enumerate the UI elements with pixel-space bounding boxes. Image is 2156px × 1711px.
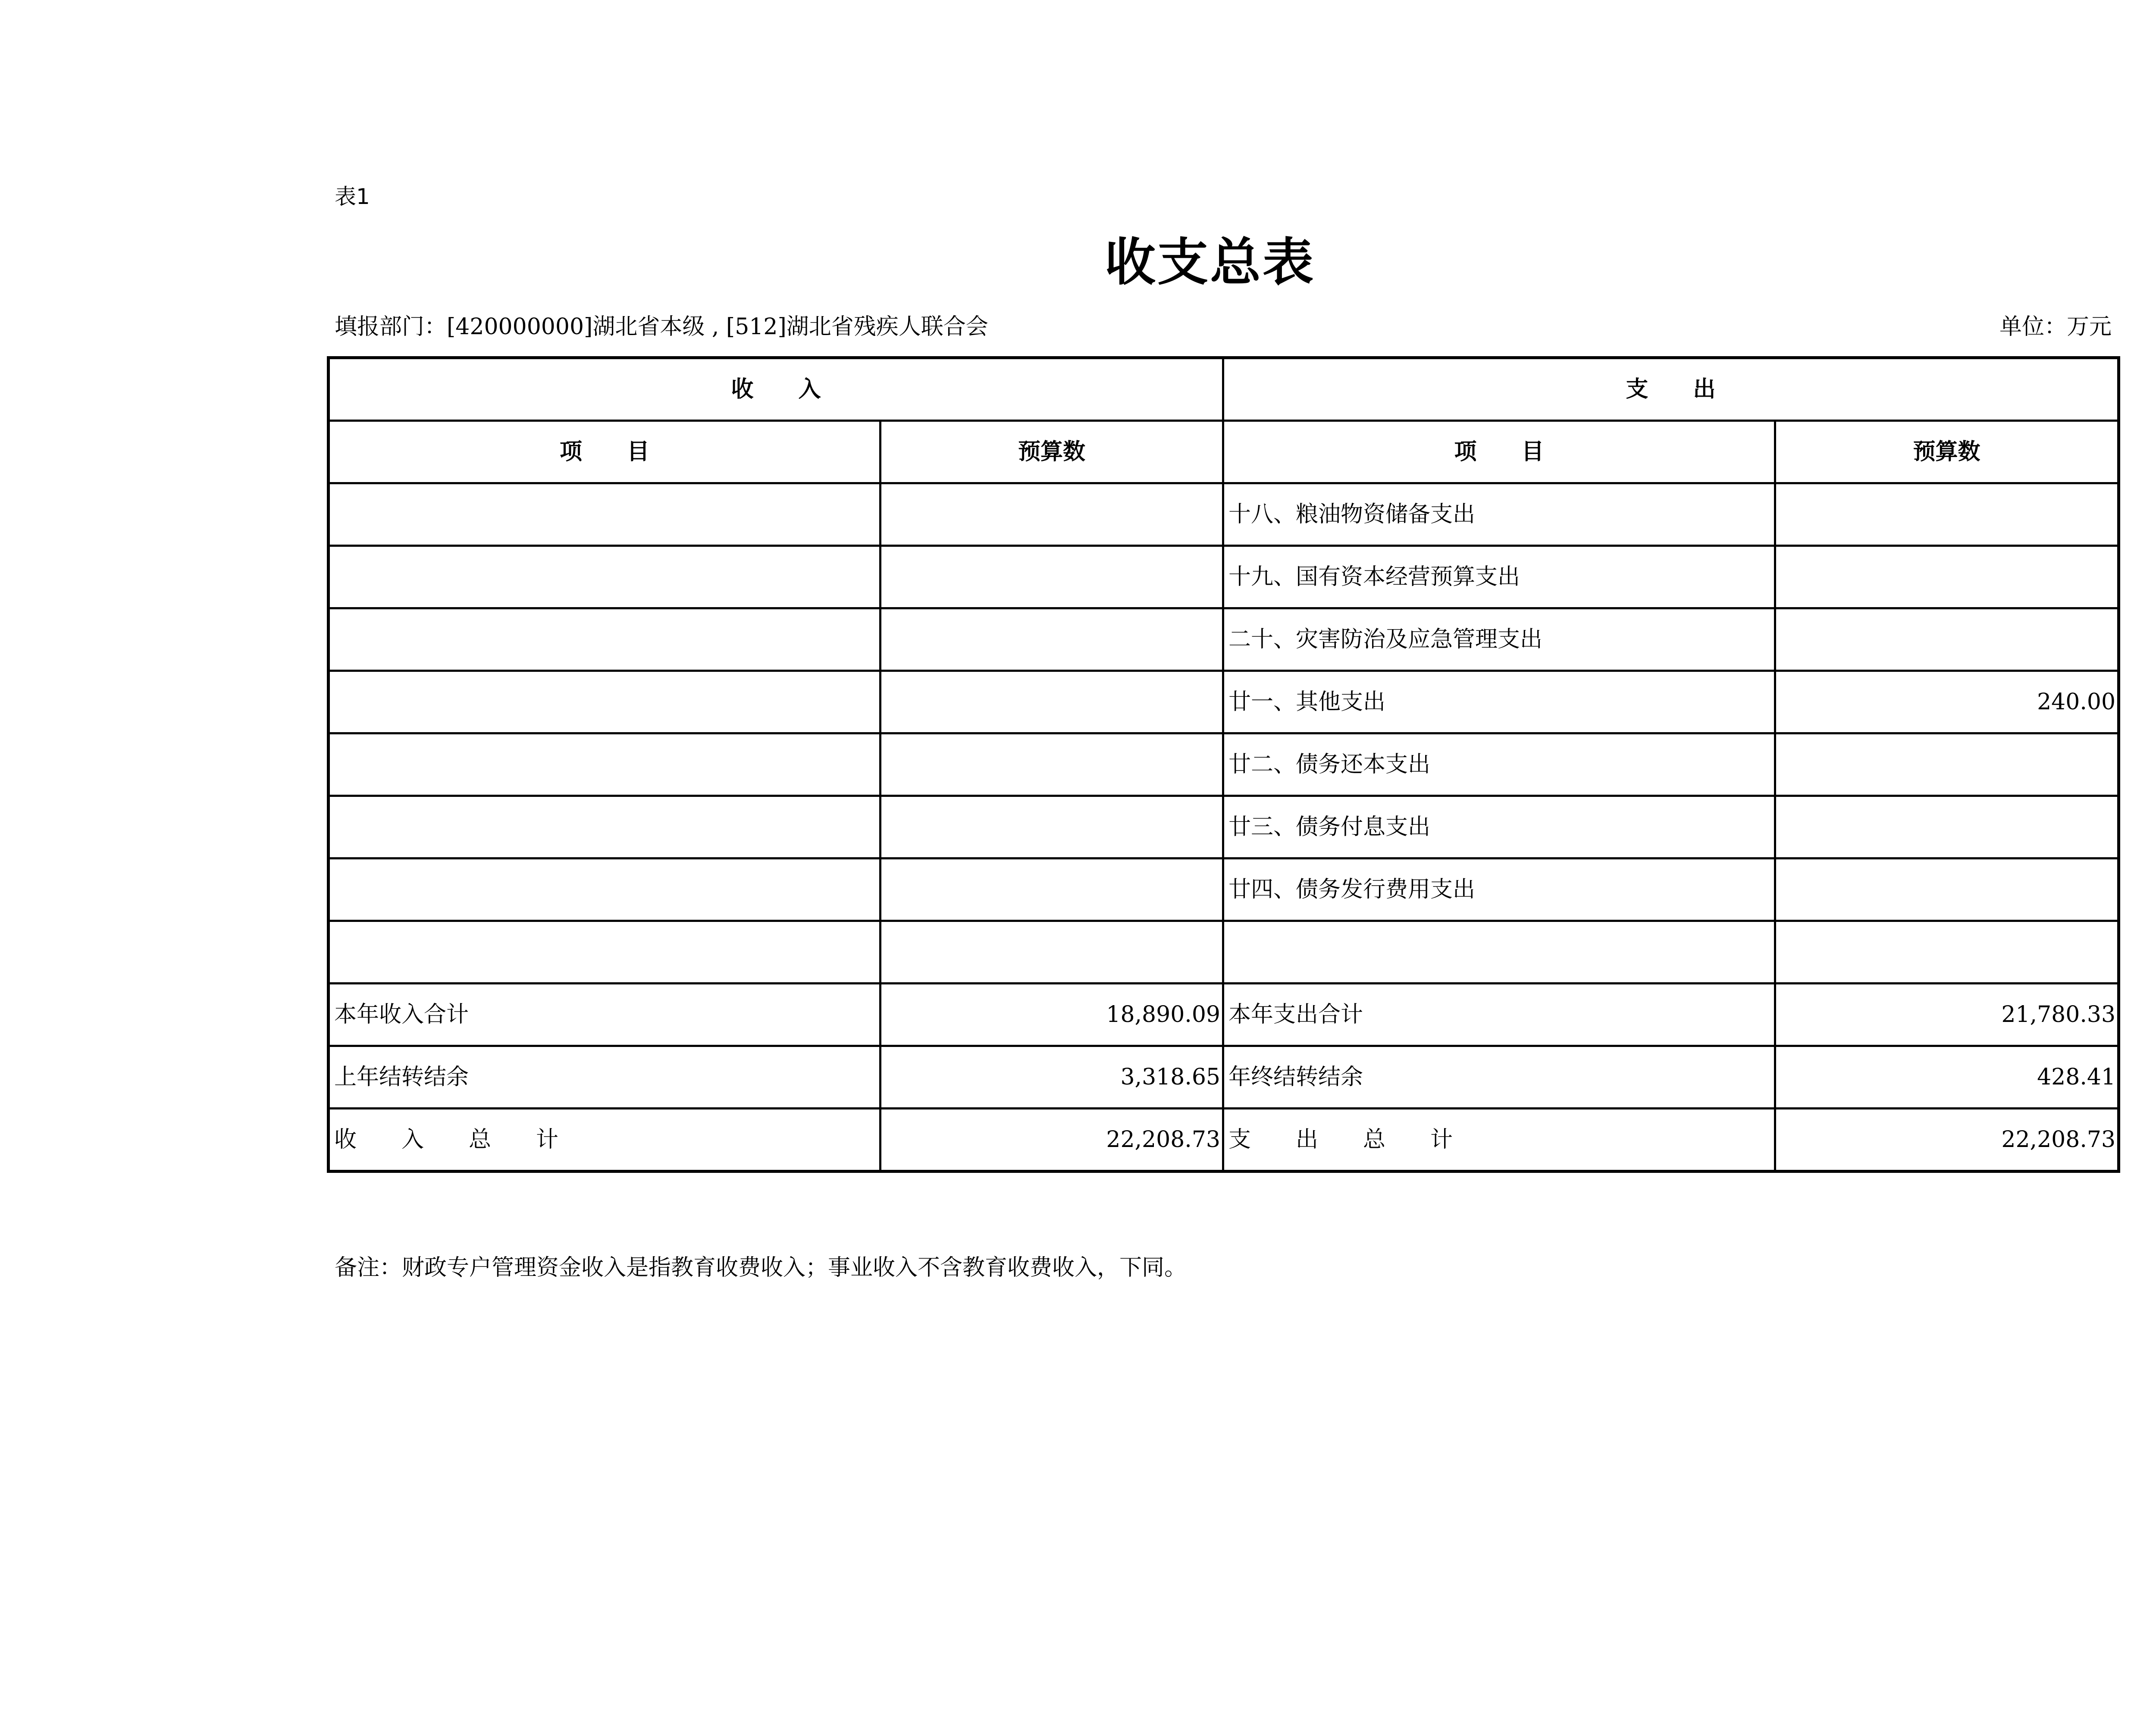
income-value-cell — [881, 608, 1223, 671]
expense-item-header: 项 目 — [1223, 421, 1775, 483]
expense-value-cell: 240.00 — [1775, 671, 2119, 733]
expense-item-cell: 十八、粮油物资储备支出 — [1223, 483, 1775, 546]
expense-value-cell — [1775, 733, 2119, 796]
income-item-cell — [329, 671, 881, 733]
table-label: 表1 — [335, 184, 370, 209]
table-row — [329, 733, 2119, 796]
expense-item-cell: 廿二、债务还本支出 — [1223, 733, 1775, 796]
expense-item-cell: 年终结转结余 — [1223, 1046, 1775, 1109]
income-value-cell — [881, 546, 1223, 608]
expense-value-cell — [1775, 921, 2119, 984]
table-row — [329, 546, 2119, 608]
income-value-cell: 18,890.09 — [881, 984, 1223, 1046]
section-header-row — [329, 358, 2119, 421]
table-row — [329, 608, 2119, 671]
expense-value-cell — [1775, 483, 2119, 546]
expense-value-cell — [1775, 608, 2119, 671]
income-value-cell: 3,318.65 — [881, 1046, 1223, 1109]
table-row — [329, 796, 2119, 859]
footnote: 备注：财政专户管理资金收入是指教育收费收入；事业收入不含教育收费收入，下同。 — [335, 1255, 1187, 1281]
table-row — [329, 859, 2119, 921]
income-item-header: 项 目 — [329, 421, 881, 483]
budget-summary-table — [327, 356, 2120, 1173]
income-item-cell — [329, 859, 881, 921]
expense-item-cell: 十九、国有资本经营预算支出 — [1223, 546, 1775, 608]
income-item-cell — [329, 483, 881, 546]
expense-value-cell — [1775, 546, 2119, 608]
expense-item-cell — [1223, 921, 1775, 984]
income-value-cell: 22,208.73 — [881, 1109, 1223, 1172]
carryover-row — [329, 1046, 2119, 1109]
income-item-cell — [329, 608, 881, 671]
expense-item-cell: 二十、灾害防治及应急管理支出 — [1223, 608, 1775, 671]
income-item-cell: 上年结转结余 — [329, 1046, 881, 1109]
income-value-cell — [881, 733, 1223, 796]
table-row — [329, 921, 2119, 984]
expense-value-cell: 21,780.33 — [1775, 984, 2119, 1046]
expense-item-cell: 廿三、债务付息支出 — [1223, 796, 1775, 859]
income-item-cell: 本年收入合计 — [329, 984, 881, 1046]
expense-item-cell: 廿四、债务发行费用支出 — [1223, 859, 1775, 921]
expense-value-cell: 428.41 — [1775, 1046, 2119, 1109]
expense-item-cell: 支 出 总 计 — [1223, 1109, 1775, 1172]
income-item-cell — [329, 733, 881, 796]
income-value-cell — [881, 859, 1223, 921]
grand-total-row — [329, 1109, 2119, 1172]
income-section-header: 收 入 — [329, 358, 1223, 421]
annual-total-row — [329, 984, 2119, 1046]
department-label: 填报部门：[420000000]湖北省本级 , [512]湖北省残疾人联合会 — [335, 314, 988, 340]
income-item-cell — [329, 796, 881, 859]
income-item-cell — [329, 921, 881, 984]
page-title: 收支总表 — [1104, 232, 1315, 292]
income-value-cell — [881, 483, 1223, 546]
income-value-cell — [881, 921, 1223, 984]
income-item-cell — [329, 546, 881, 608]
expense-budget-header: 预算数 — [1775, 421, 2119, 483]
expense-item-cell: 本年支出合计 — [1223, 984, 1775, 1046]
income-item-cell: 收 入 总 计 — [329, 1109, 881, 1172]
income-value-cell — [881, 671, 1223, 733]
income-value-cell — [881, 796, 1223, 859]
income-budget-header: 预算数 — [881, 421, 1223, 483]
expense-value-cell: 22,208.73 — [1775, 1109, 2119, 1172]
expense-section-header: 支 出 — [1223, 358, 2119, 421]
table-row — [329, 671, 2119, 733]
expense-item-cell: 廿一、其他支出 — [1223, 671, 1775, 733]
table-row — [329, 483, 2119, 546]
column-header-row — [329, 421, 2119, 483]
expense-value-cell — [1775, 859, 2119, 921]
unit-label: 单位：万元 — [1999, 314, 2112, 340]
expense-value-cell — [1775, 796, 2119, 859]
